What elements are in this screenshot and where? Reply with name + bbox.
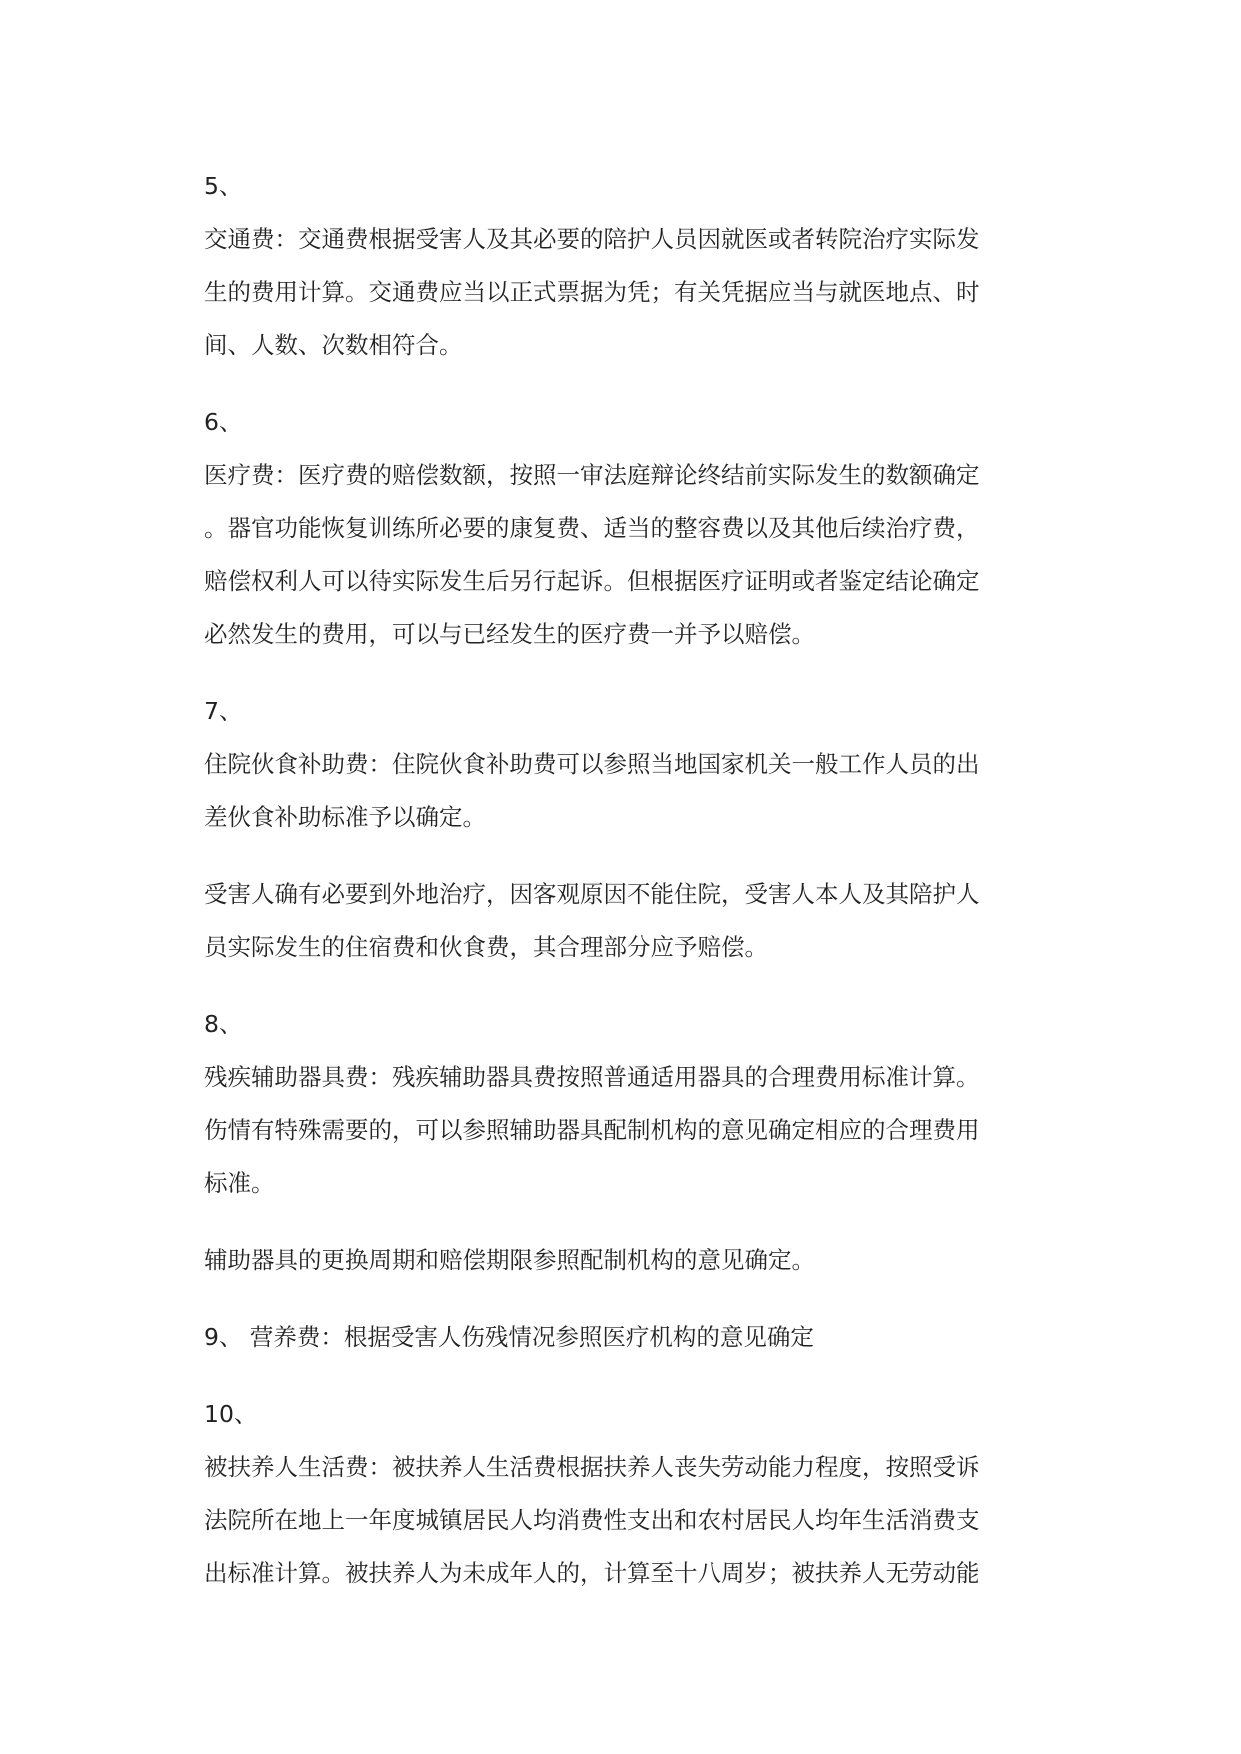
medical-fee-line-4: 必然发生的费用，可以与已经发生的医疗费一并予以赔偿。	[204, 620, 815, 648]
outpatient-lodging-line-1: 受害人确有必要到外地治疗，因客观原因不能住院，受害人本人及其陪护人	[204, 880, 980, 908]
paragraph-gap	[204, 1364, 1044, 1388]
transport-fee-line-2: 生的费用计算。交通费应当以正式票据为凭；有关凭据应当与就医地点、时	[204, 278, 980, 306]
dependent-living-line-3: 出标准计算。被扶养人为未成年人的，计算至十八周岁；被扶养人无劳动能	[204, 1559, 980, 1587]
transport-fee-line-1: 交通费：交通费根据受害人及其必要的陪护人员因就医或者转院治疗实际发	[204, 225, 980, 253]
item-number-5: 5、	[204, 172, 243, 200]
meal-subsidy-line-1: 住院伙食补助费：住院伙食补助费可以参照当地国家机关一般工作人员的出	[204, 750, 980, 778]
document-body	[204, 160, 1044, 1600]
paragraph-gap	[204, 661, 1044, 685]
dependent-living-line-1: 被扶养人生活费：被扶养人生活费根据扶养人丧失劳动能力程度，按照受诉	[204, 1453, 980, 1481]
paragraph-gap	[204, 1287, 1044, 1311]
paragraph-gap	[204, 844, 1044, 868]
outpatient-lodging-line-2: 员实际发生的住宿费和伙食费，其合理部分应予赔偿。	[204, 933, 768, 961]
paragraph-gap	[204, 372, 1044, 396]
dependent-living-line-2: 法院所在地上一年度城镇居民人均消费性支出和农村居民人均年生活消费支	[204, 1506, 980, 1534]
paragraph-gap	[204, 974, 1044, 998]
meal-subsidy-line-2: 差伙食补助标准予以确定。	[204, 803, 486, 831]
assistive-device-line-2: 伤情有特殊需要的，可以参照辅助器具配制机构的意见确定相应的合理费用	[204, 1116, 980, 1144]
item-number-7: 7、	[204, 697, 243, 725]
item-number-6: 6、	[204, 408, 243, 436]
medical-fee-line-3: 赔偿权利人可以待实际发生后另行起诉。但根据医疗证明或者鉴定结论确定	[204, 567, 980, 595]
item-number-10: 10、	[204, 1400, 258, 1428]
nutrition-fee-line: 9、 营养费：根据受害人伤残情况参照医疗机构的意见确定	[204, 1323, 814, 1351]
assistive-device-line-3: 标准。	[204, 1169, 275, 1197]
item-number-8: 8、	[204, 1010, 243, 1038]
medical-fee-line-1: 医疗费：医疗费的赔偿数额，按照一审法庭辩论终结前实际发生的数额确定	[204, 461, 980, 489]
assistive-device-line-1: 残疾辅助器具费：残疾辅助器具费按照普通适用器具的合理费用标准计算。	[204, 1063, 980, 1091]
paragraph-gap	[204, 1210, 1044, 1234]
transport-fee-line-3: 间、人数、次数相符合。	[204, 331, 463, 359]
medical-fee-line-2: 。器官功能恢复训练所必要的康复费、适当的整容费以及其他后续治疗费，	[204, 514, 980, 542]
assistive-device-replacement-line: 辅助器具的更换周期和赔偿期限参照配制机构的意见确定。	[204, 1246, 815, 1274]
